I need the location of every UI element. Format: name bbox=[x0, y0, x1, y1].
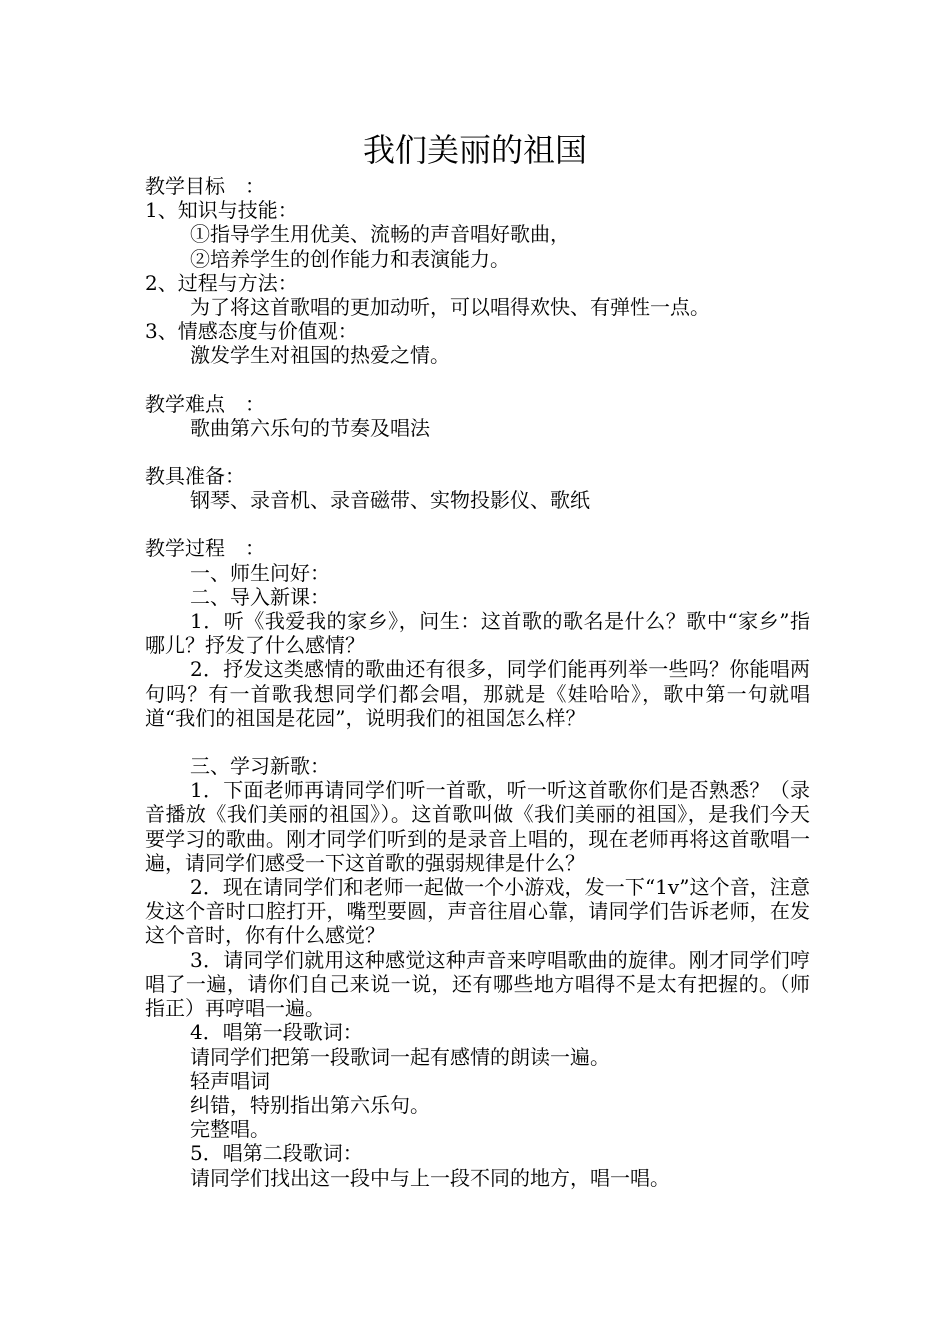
intro-paragraph: 1．听《我爱我的家乡》，问生：这首歌的歌名是什么？歌中“家乡”指哪儿？抒发了什么感情？ bbox=[145, 609, 810, 658]
knowledge-heading: 1、知识与技能： bbox=[145, 198, 298, 223]
objectives-heading: 教学目标 ： bbox=[145, 174, 265, 198]
new-song-paragraph: 3．请同学们就用这种感觉这种声音来哼唱歌曲的旋律。刚才同学们哼唱了一遍，请你们自己来说一说，还有哪些地方唱得不是太有把握的。（师指正）再哼唱一遍。 bbox=[145, 947, 810, 1021]
procedure-heading: 教学过程 ： bbox=[145, 536, 265, 561]
procedure-step-greeting: 一、师生问好： bbox=[190, 560, 330, 585]
tools-heading: 教具准备： bbox=[145, 464, 245, 489]
intro-paragraph: 2．抒发这类感情的歌曲还有很多，同学们能再列举一些吗？你能唱两句吗？有一首歌我想同学们都会唱，那就是《娃哈哈》，歌中第一句就唱道“我们的祖国是花园”，说明我们的祖国怎么样？ bbox=[145, 657, 810, 730]
new-song-paragraph: 1．下面老师再请同学们听一首歌，听一听这首歌你们是否熟悉？（录音播放《我们美丽的祖国》）。这首歌叫做《我们美丽的祖国》，是我们今天要学习的歌曲。刚才同学们听到的是录音上唱的，现在老师再将这首歌唱一遍，请同学们感受一下这首歌的强弱规律是什么？ bbox=[145, 778, 810, 875]
document-body bbox=[145, 174, 810, 1190]
document-title: 我们美丽的祖国 bbox=[362, 131, 587, 169]
difficulty-text: 歌曲第六乐句的节奏及唱法 bbox=[190, 415, 430, 440]
new-song-paragraph: 2．现在请同学们和老师一起做一个小游戏，发一下“1v”这个音，注意发这个音时口腔打开，嘴型要圆，声音往眉心靠，请同学们告诉老师，在发这个音时，你有什么感觉？ bbox=[145, 875, 810, 948]
verse1-line: 请同学们把第一段歌词一起有感情的朗读一遍。 bbox=[190, 1044, 610, 1069]
verse1-line: 完整唱。 bbox=[190, 1117, 270, 1142]
process-text: 为了将这首歌唱的更加动听，可以唱得欢快、有弹性一点。 bbox=[190, 295, 710, 320]
verse1-line: 轻声唱词 bbox=[190, 1068, 270, 1093]
verse2-heading: 5．唱第二段歌词： bbox=[190, 1141, 363, 1166]
emotion-text: 激发学生对祖国的热爱之情。 bbox=[190, 343, 450, 368]
process-heading: 2、过程与方法： bbox=[145, 270, 298, 295]
difficulty-heading: 教学难点 ： bbox=[145, 391, 265, 416]
knowledge-item: ①指导学生用优美、流畅的声音唱好歌曲， bbox=[190, 222, 570, 247]
knowledge-item: ②培养学生的创作能力和表演能力。 bbox=[190, 246, 510, 271]
verse2-line: 请同学们找出这一段中与上一段不同的地方，唱一唱。 bbox=[190, 1165, 670, 1190]
procedure-step-new-song: 三、学习新歌： bbox=[190, 754, 330, 779]
verse1-heading: 4．唱第一段歌词： bbox=[190, 1020, 363, 1045]
emotion-heading: 3、情感态度与价值观： bbox=[145, 319, 358, 344]
tools-text: 钢琴、录音机、录音磁带、实物投影仪、歌纸 bbox=[190, 488, 590, 513]
verse1-line: 纠错，特别指出第六乐句。 bbox=[190, 1092, 430, 1117]
procedure-step-intro: 二、导入新课： bbox=[190, 584, 330, 609]
